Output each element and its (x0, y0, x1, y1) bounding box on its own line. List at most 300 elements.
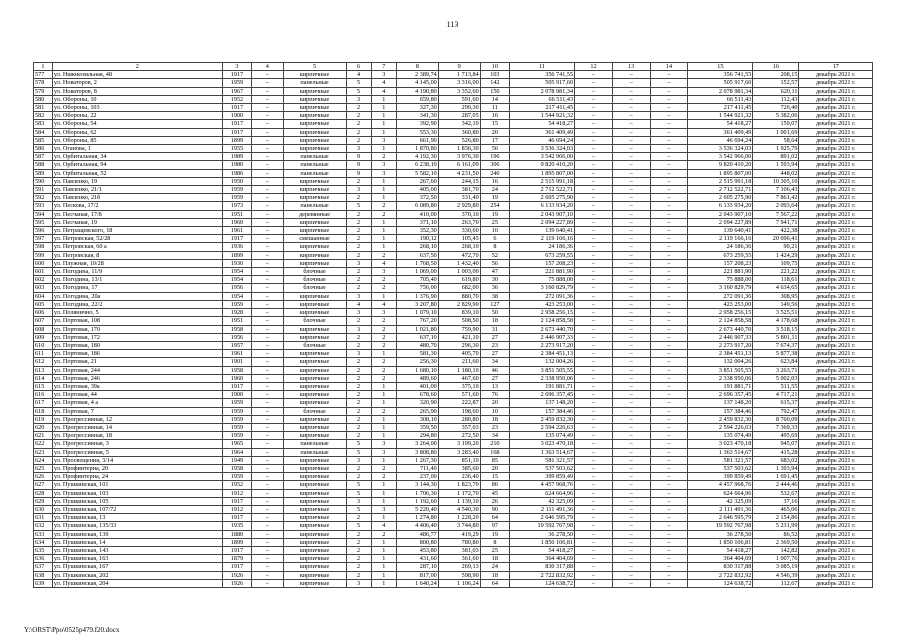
table-cell: декабрь 2021 г. (799, 497, 873, 505)
table-cell: 581,30 (396, 350, 438, 358)
table-cell: – (575, 374, 613, 382)
table-cell: 1 (371, 538, 396, 546)
table-cell: – (575, 71, 613, 79)
table-cell: 221 881,90 (510, 268, 575, 276)
table-cell: 3 744,80 (438, 522, 480, 530)
table-cell: 190,12 (396, 235, 438, 243)
table-cell: – (612, 268, 650, 276)
table-cell: 448,02 (753, 169, 799, 177)
table-cell: 602 (34, 276, 53, 284)
table-cell: 52 (480, 251, 509, 259)
table-cell: – (612, 374, 650, 382)
table-cell: – (612, 128, 650, 136)
table-cell: 341,30 (396, 112, 438, 120)
table-cell: 2 (346, 333, 371, 341)
table-cell: 1 363 514,67 (510, 448, 575, 456)
table-cell: – (575, 440, 613, 448)
table-cell: – (612, 440, 650, 448)
table-cell: 8 760,09 (753, 415, 799, 423)
table-cell: 632 (34, 522, 53, 530)
table-cell: 595 (34, 218, 53, 226)
table-cell: – (575, 227, 613, 235)
table-cell: 272 091,36 (510, 292, 575, 300)
table-row (34, 448, 873, 456)
table-cell: 2 (346, 177, 371, 185)
table-cell: 2 515 991,18 (510, 177, 575, 185)
table-cell: 159,07 (753, 120, 799, 128)
table-cell: 76 (480, 391, 509, 399)
table-cell: 891,02 (753, 153, 799, 161)
table-cell: кирпичные (283, 350, 346, 358)
column-header: 12 (575, 63, 613, 71)
table-cell: 320,90 (396, 399, 438, 407)
table-cell: 2 (371, 358, 396, 366)
table-cell: декабрь 2021 г. (799, 489, 873, 497)
table-cell: 1958 (222, 464, 251, 472)
table-cell: декабрь 2021 г. (799, 350, 873, 358)
table-cell: 10 (480, 227, 509, 235)
table-cell: – (575, 292, 613, 300)
table-cell: декабрь 2021 г. (799, 104, 873, 112)
table-row (34, 415, 873, 423)
table-cell: – (612, 382, 650, 390)
table-cell: 2 594 226,63 (510, 423, 575, 431)
table-cell: 1 (371, 415, 396, 423)
table-cell: – (612, 87, 650, 95)
table-cell: – (612, 120, 650, 128)
table-cell: – (612, 177, 650, 185)
table-cell: – (650, 145, 688, 153)
table-cell: 18 (480, 555, 509, 563)
table-cell: 1917 (222, 104, 251, 112)
table-cell: 489,60 (396, 374, 438, 382)
table-cell: 591 (34, 186, 53, 194)
table-cell: 139 640,41 (688, 227, 753, 235)
table-cell: 6 161,09 (438, 161, 480, 169)
table-cell: 3 (371, 136, 396, 144)
table-cell: ул. Орбитальная, 52 (52, 169, 222, 177)
table-cell: 2 646 595,79 (510, 514, 575, 522)
table-cell: 4 634,65 (753, 284, 799, 292)
table-cell: 54 418,27 (688, 546, 753, 554)
table-cell: декабрь 2021 г. (799, 235, 873, 243)
table-cell: 1 267,30 (396, 456, 438, 464)
table-cell: 139 640,41 (510, 227, 575, 235)
table-cell: ул. Орбитальная, 94 (52, 161, 222, 169)
table-cell: 1 (371, 399, 396, 407)
table-cell: – (612, 571, 650, 579)
table-cell: 1955 (222, 145, 251, 153)
table-cell: – (612, 251, 650, 259)
table-cell: 342,10 (438, 120, 480, 128)
table-cell: – (650, 333, 688, 341)
table-cell: 7 567,22 (753, 210, 799, 218)
table-cell: 591,60 (438, 95, 480, 103)
table-cell: ул. Пушкинская, 103 (52, 489, 222, 497)
table-cell: ул. Профинтерна, 20 (52, 464, 222, 472)
table-cell: 604 (34, 292, 53, 300)
table-cell: 3 (346, 95, 371, 103)
table-cell: 2 (346, 268, 371, 276)
table-cell: 361 409,49 (688, 128, 753, 136)
table-cell: ул. Погодина, 22/2 (52, 300, 222, 308)
table-cell: – (252, 415, 283, 423)
table-cell: – (575, 112, 613, 120)
table-cell: блочные (283, 341, 346, 349)
table-cell: декабрь 2021 г. (799, 161, 873, 169)
table-cell: 149,56 (753, 300, 799, 308)
table-cell: 3 160 829,79 (510, 284, 575, 292)
table-cell: 2 043 907,10 (510, 210, 575, 218)
column-header: 7 (371, 63, 396, 71)
table-cell: 1899 (222, 538, 251, 546)
table-cell: – (252, 268, 283, 276)
table-cell: 1 925,79 (753, 145, 799, 153)
table-cell: 2 673 440,70 (688, 325, 753, 333)
table-cell: декабрь 2021 г. (799, 481, 873, 489)
table-cell: 624 (34, 456, 53, 464)
table-cell: 5 002,03 (753, 374, 799, 382)
table-cell: 1951 (222, 317, 251, 325)
table-cell: – (252, 366, 283, 374)
table-cell: 1917 (222, 514, 251, 522)
table-cell: 2 (346, 530, 371, 538)
table-cell: 537 503,62 (510, 464, 575, 472)
table-cell: – (575, 145, 613, 153)
table-cell: 2 722 832,92 (688, 571, 753, 579)
table-cell: панельные (283, 440, 346, 448)
table-cell: – (612, 522, 650, 530)
table-cell: 2 (371, 276, 396, 284)
table-cell: декабрь 2021 г. (799, 292, 873, 300)
table-cell: декабрь 2021 г. (799, 227, 873, 235)
table-cell: 54 418,27 (510, 546, 575, 554)
table-cell: кирпичные (283, 87, 346, 95)
table-cell: – (650, 325, 688, 333)
table-cell: 359,50 (396, 423, 438, 431)
table-cell: 1954 (222, 268, 251, 276)
table-cell: – (612, 300, 650, 308)
table-cell: ул. Портовая, 246 (52, 374, 222, 382)
table-cell: – (612, 514, 650, 522)
table-cell: 157 208,23 (510, 259, 575, 267)
table-cell: 711,40 (396, 464, 438, 472)
table-cell: – (252, 546, 283, 554)
table-cell: 606 (34, 309, 53, 317)
table-cell: – (252, 292, 283, 300)
table-cell: 3 976,30 (438, 153, 480, 161)
table-cell: 109,75 (753, 259, 799, 267)
table-cell: ул. Портовая, 186 (52, 350, 222, 358)
table-cell: – (575, 350, 613, 358)
table-cell: 1917 (222, 71, 251, 79)
table-cell: 3 542 966,00 (510, 153, 575, 161)
table-cell: ул. Петровская, 60 а (52, 243, 222, 251)
table-cell: 3 (346, 145, 371, 153)
table-row (34, 227, 873, 235)
table-cell: 7 106,43 (753, 186, 799, 194)
table-cell: 1 836,30 (438, 145, 480, 153)
table-cell: – (650, 87, 688, 95)
column-header: 15 (688, 63, 753, 71)
table-cell: 4 145,00 (396, 79, 438, 87)
table-cell: кирпичные (283, 95, 346, 103)
table-cell: 364 404,69 (510, 555, 575, 563)
table-cell: – (252, 153, 283, 161)
table-cell: 47 (480, 268, 509, 276)
table-cell: 7 941,71 (753, 218, 799, 226)
table-cell: 3 144,30 (396, 481, 438, 489)
table-cell: – (252, 358, 283, 366)
table-cell: 2 459 832,30 (688, 415, 753, 423)
table-cell: 410,00 (396, 210, 438, 218)
table-cell: – (612, 415, 650, 423)
table-cell: 639 (34, 579, 53, 587)
table-cell: – (252, 464, 283, 472)
table-cell: 3 (371, 161, 396, 169)
table-cell: 287,10 (396, 563, 438, 571)
table-cell: 3 (346, 579, 371, 587)
table-cell: кирпичные (283, 432, 346, 440)
table-cell: 1 544 921,32 (510, 112, 575, 120)
table-row (34, 522, 873, 530)
table-cell: 1956 (222, 333, 251, 341)
table-cell: 3 160 829,79 (688, 284, 753, 292)
table-cell: панельные (283, 79, 346, 87)
table-cell: 612 (34, 358, 53, 366)
table-cell: 1 (371, 292, 396, 300)
table-cell: кирпичные (283, 571, 346, 579)
table-cell: 381,70 (438, 186, 480, 194)
table-cell: – (575, 546, 613, 554)
table-cell: – (575, 448, 613, 456)
table-cell: ул. Полянично, 5 (52, 309, 222, 317)
table-row (34, 284, 873, 292)
table-cell: 609 (34, 333, 53, 341)
table-cell: 624 664,96 (688, 489, 753, 497)
table-row (34, 350, 873, 358)
table-row (34, 317, 873, 325)
table-cell: 3 023 470,18 (510, 440, 575, 448)
table-cell: 6 089,80 (396, 202, 438, 210)
table-cell: 2 (346, 358, 371, 366)
table-cell: 1901 (222, 358, 251, 366)
table-cell: ул. Нижнеомльная, 48 (52, 71, 222, 79)
table-cell: кирпичные (283, 71, 346, 79)
table-cell: 582 (34, 112, 53, 120)
table-cell: 97 (480, 522, 509, 530)
table-cell: – (650, 514, 688, 522)
table-cell: – (575, 202, 613, 210)
table-cell: 157 384,46 (688, 407, 753, 415)
table-cell: ул. Пушкинская, 14 (52, 538, 222, 546)
table-cell: 2 389,74 (396, 71, 438, 79)
table-cell: декабрь 2021 г. (799, 538, 873, 546)
table-cell: 2 (346, 341, 371, 349)
table-cell: 2 273 917,20 (510, 341, 575, 349)
table-cell: – (252, 579, 283, 587)
table-cell: ул. Пушкинская, 163 (52, 555, 222, 563)
table-cell: 423 253,00 (510, 300, 575, 308)
table-cell: 3 352,60 (438, 87, 480, 95)
table-cell: деревянные (283, 210, 346, 218)
table-cell: 2 154,86 (753, 514, 799, 522)
table-cell: 56 (480, 259, 509, 267)
table-cell: 4 (371, 259, 396, 267)
table-cell: кирпичные (283, 391, 346, 399)
table-cell: 370,10 (438, 210, 480, 218)
table-cell: декабрь 2021 г. (799, 456, 873, 464)
table-cell: 945,07 (753, 440, 799, 448)
table-cell: кирпичные (283, 366, 346, 374)
table-cell: 294,80 (396, 432, 438, 440)
table-cell: – (575, 530, 613, 538)
table-cell: 2 (346, 251, 371, 259)
table-cell: 1926 (222, 571, 251, 579)
table-cell: 1 (371, 456, 396, 464)
table-row (34, 563, 873, 571)
table-cell: декабрь 2021 г. (799, 514, 873, 522)
table-row (34, 145, 873, 153)
table-cell: – (252, 325, 283, 333)
table-cell: 5 (346, 440, 371, 448)
table-cell: 1 069,00 (396, 268, 438, 276)
table-cell: – (612, 317, 650, 325)
table-cell: 1 768,50 (396, 259, 438, 267)
table-cell: декабрь 2021 г. (799, 177, 873, 185)
table-row (34, 399, 873, 407)
table-cell: 2 (346, 317, 371, 325)
table-cell: – (612, 399, 650, 407)
table-cell: 1959 (222, 407, 251, 415)
table-cell: кирпичные (283, 382, 346, 390)
table-cell: – (650, 112, 688, 120)
table-cell: 3 (371, 169, 396, 177)
table-cell: 118,61 (753, 276, 799, 284)
table-cell: 1 139,10 (438, 497, 480, 505)
table-cell: 27 (480, 374, 509, 382)
table-cell: 1 (371, 112, 396, 120)
table-cell: декабрь 2021 г. (799, 169, 873, 177)
table-cell: кирпичные (283, 464, 346, 472)
table-cell: 3 199,20 (438, 440, 480, 448)
table-cell: – (612, 161, 650, 169)
table-cell: кирпичные (283, 505, 346, 513)
table-cell: – (575, 341, 613, 349)
table-row (34, 432, 873, 440)
table-cell: 9 820 410,20 (510, 161, 575, 169)
table-cell: 1958 (222, 325, 251, 333)
table-cell: декабрь 2021 г. (799, 399, 873, 407)
table-cell: – (575, 423, 613, 431)
table-cell: 1917 (222, 546, 251, 554)
table-cell: – (650, 464, 688, 472)
table-cell: 2 111 491,36 (510, 505, 575, 513)
table-cell: – (650, 399, 688, 407)
table-cell: 5 (346, 79, 371, 87)
table-cell: 2 (346, 514, 371, 522)
table-cell: 330,60 (438, 227, 480, 235)
table-cell: 3 851 505,55 (688, 366, 753, 374)
table-cell: 66 511,43 (510, 95, 575, 103)
table-cell: кирпичные (283, 128, 346, 136)
table-cell: 3 808,80 (396, 448, 438, 456)
table-cell: – (612, 333, 650, 341)
table-cell: – (575, 399, 613, 407)
table-cell: 1928 (222, 309, 251, 317)
table-cell: 1 007,76 (753, 555, 799, 563)
table-cell: 2 829,90 (438, 300, 480, 308)
table-cell: декабрь 2021 г. (799, 300, 873, 308)
table-cell: 792,47 (753, 407, 799, 415)
table-cell: 11 (480, 104, 509, 112)
table-cell: 1 (371, 128, 396, 136)
table-cell: 3 (371, 440, 396, 448)
table-cell: 2 (371, 366, 396, 374)
table-cell: 24 (480, 563, 509, 571)
table-cell: ул. Погодина, 20а (52, 292, 222, 300)
column-header: 2 (52, 63, 222, 71)
table-cell: 422,38 (753, 227, 799, 235)
table-cell: ул. Пушкинская, 105 (52, 497, 222, 505)
table-cell: кирпичные (283, 423, 346, 431)
table-cell: 244,15 (438, 177, 480, 185)
table-cell: 1899 (222, 136, 251, 144)
table-cell: 2 958 256,15 (510, 309, 575, 317)
table-cell: 2 (371, 473, 396, 481)
table-row (34, 95, 873, 103)
column-header: 3 (222, 63, 251, 71)
table-cell: 635 (34, 546, 53, 554)
table-cell: – (575, 161, 613, 169)
table-cell: 2 (346, 120, 371, 128)
table-cell: – (650, 284, 688, 292)
table-cell: блочные (283, 407, 346, 415)
table-cell: – (650, 186, 688, 194)
table-cell: – (575, 153, 613, 161)
table-cell: – (612, 579, 650, 587)
table-cell: 54 418,27 (688, 120, 753, 128)
table-cell: ул. Плужная, 10/28 (52, 259, 222, 267)
table-cell: 142 (480, 79, 509, 87)
table-cell: 381,03 (438, 546, 480, 554)
table-cell: 137 148,20 (688, 399, 753, 407)
table-cell: 2 (346, 218, 371, 226)
table-cell: 1956 (222, 284, 251, 292)
table-cell: 4 (371, 522, 396, 530)
table-cell: 608 (34, 325, 53, 333)
table-cell: 1 (371, 579, 396, 587)
table-cell: – (612, 292, 650, 300)
table-cell: – (650, 194, 688, 202)
table-cell: 385,60 (438, 464, 480, 472)
table-cell: 2 (346, 284, 371, 292)
table-row (34, 210, 873, 218)
table-cell: 1 544 921,32 (688, 112, 753, 120)
table-cell: 1 (371, 145, 396, 153)
table-cell: 581 (34, 104, 53, 112)
table-row (34, 112, 873, 120)
table-cell: ул. Погодина, 17 (52, 284, 222, 292)
table-cell: ул. Пушкинская, 204 (52, 579, 222, 587)
table-cell: ул. Прогрессивная, 18 (52, 432, 222, 440)
table-cell: 1967 (222, 87, 251, 95)
table-cell: 2 (346, 136, 371, 144)
table-cell: 2 (371, 374, 396, 382)
table-cell: – (612, 276, 650, 284)
table-row (34, 120, 873, 128)
table-cell: 1952 (222, 481, 251, 489)
